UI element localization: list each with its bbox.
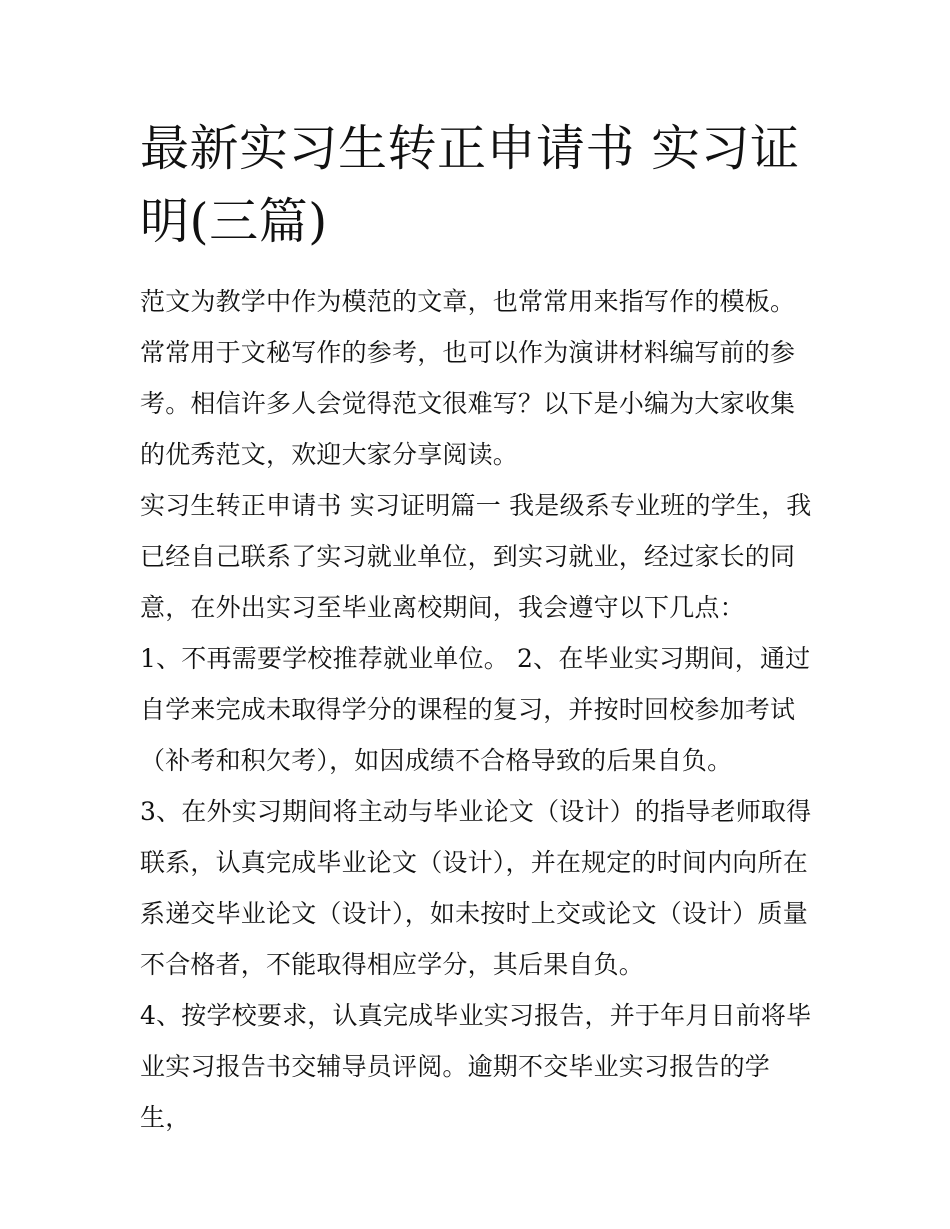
paragraph-items-1-2: 1、不再需要学校推荐就业单位。 2、在毕业实习期间，通过自学来完成未取得学分的课程的复习，并按时回校参加考试（补考和积欠考），如因成绩不合格导致的后果自负。: [140, 644, 811, 775]
paragraph-item-3: 3、在外实习期间将主动与毕业论文（设计）的指导老师取得联系，认真完成毕业论文（设计），并在规定的时间内向所在系递交毕业论文（设计），如未按时上交或论文（设计）质量不合格者，不能取得相应学分，其后果自负。: [140, 797, 812, 979]
paragraph-section-one: 实习生转正申请书 实习证明篇一 我是级系专业班的学生，我已经自己联系了实习就业单位，到实习就业，经过家长的同意，在外出实习至毕业离校期间，我会遵守以下几点：: [140, 491, 812, 622]
paragraph-item-4: 4、按学校要求，认真完成毕业实习报告，并于年月日前将毕业实习报告书交辅导员评阅。逾期不交毕业实习报告的学生，: [140, 1001, 812, 1132]
document-body: [140, 112, 816, 1143]
paragraph-intro: 范文为教学中作为模范的文章，也常常用来指写作的模板。常常用于文秘写作的参考，也可以作为演讲材料编写前的参考。相信许多人会觉得范文很难写？以下是小编为大家收集的优秀范文，欢迎大家分享阅读。: [140, 287, 796, 469]
document-title: 最新实习生转正申请书 实习证明(三篇): [140, 120, 800, 250]
